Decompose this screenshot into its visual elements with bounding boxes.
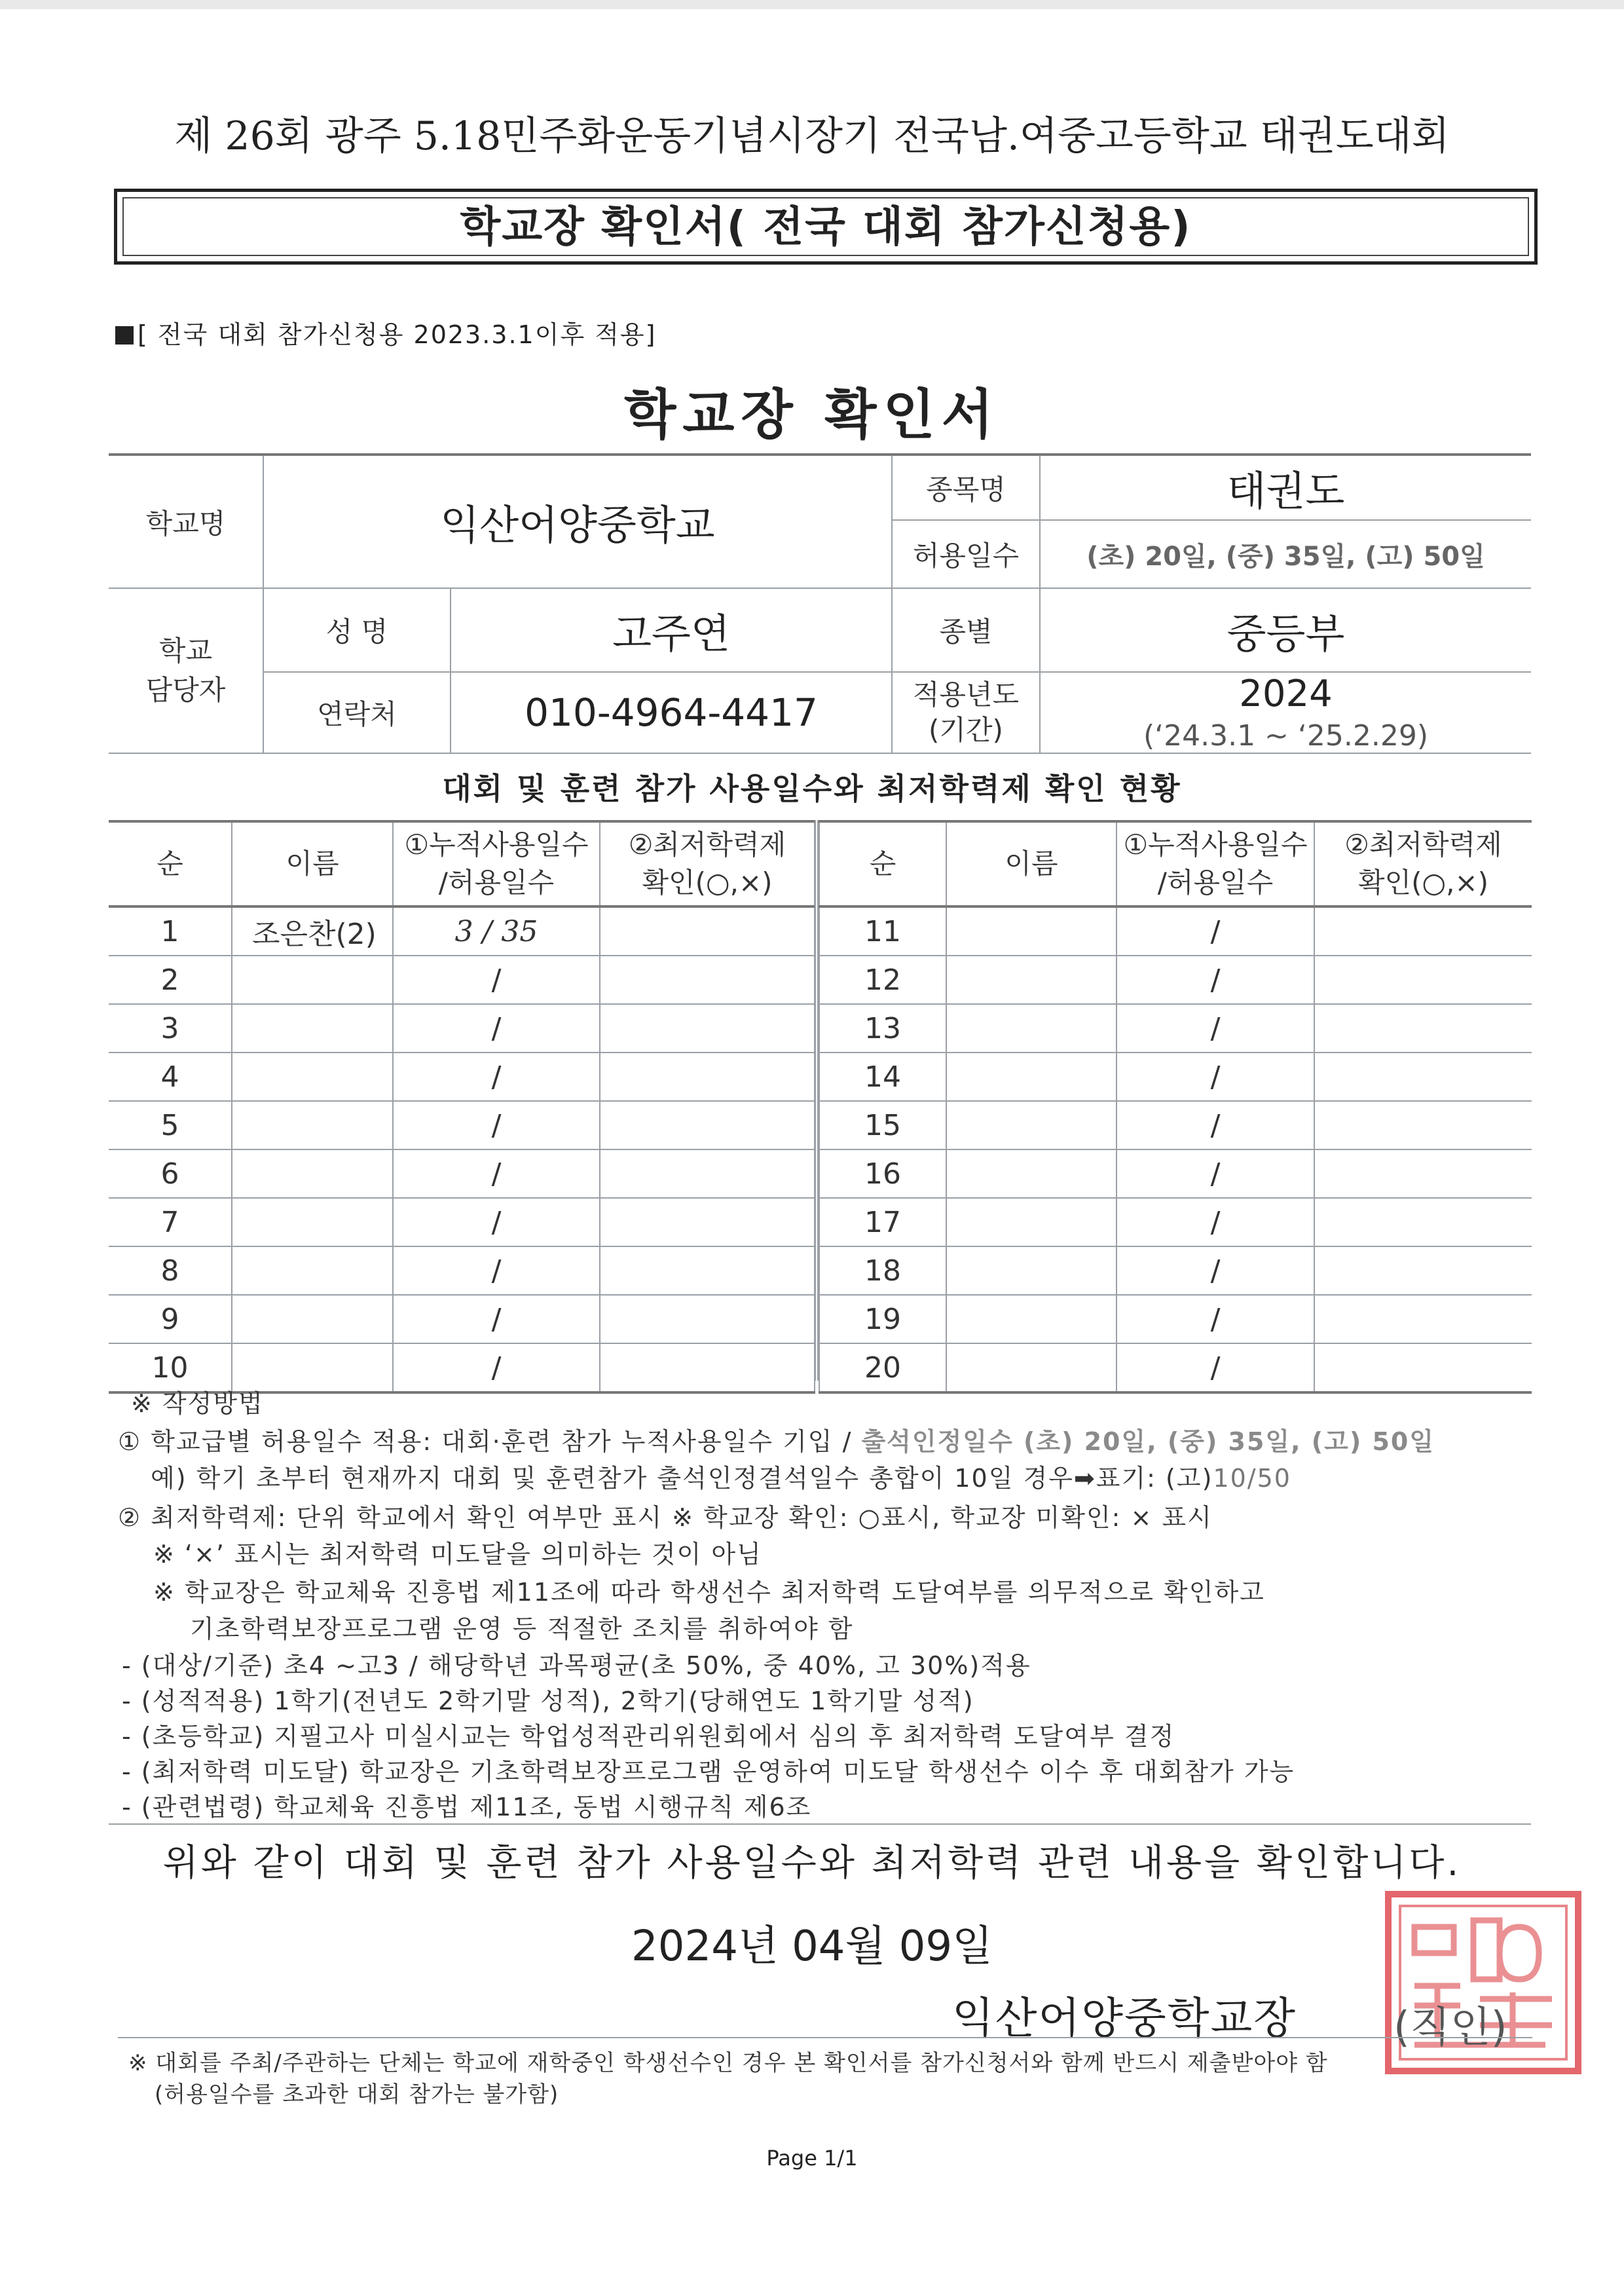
table-row: [819, 1198, 1532, 1246]
days-used: /: [1116, 1343, 1314, 1392]
min-academic-check: [600, 1004, 815, 1053]
footnote-2: (허용일수를 초과한 대회 참가는 불가함): [155, 2081, 559, 2108]
row-number: 20: [819, 1343, 946, 1392]
days-used: /: [1116, 1101, 1314, 1149]
athlete-name: [232, 956, 393, 1004]
table-row: [109, 1101, 815, 1149]
table-row: [109, 956, 815, 1004]
row-number: 7: [109, 1198, 232, 1246]
method-line-8: - (성적적용) 1학기(전년도 2학기말 성적), 2학기(당해연도 1학기말 성적): [122, 1687, 974, 1715]
min-academic-check: [1314, 956, 1532, 1004]
example-value: 10/50: [1213, 1464, 1291, 1493]
athlete-name: [232, 1246, 393, 1295]
usage-table-left: [109, 820, 815, 1394]
year-period: (‘24.3.1 ~ ‘25.2.29): [1143, 719, 1429, 753]
event-heading: 제 26회 광주 5.18민주화운동기념시장기 전국남.여중고등학교 태권도대회: [174, 113, 1450, 159]
row-number: 14: [819, 1053, 946, 1101]
header-name: 이름: [946, 821, 1116, 906]
days-used: /: [1116, 906, 1314, 956]
days-used: /: [1116, 1246, 1314, 1295]
row-number: 9: [109, 1295, 232, 1343]
days-used: /: [1116, 1149, 1314, 1198]
footnote-1: ※ 대회를 주최/주관하는 단체는 학교에 재학중인 학생선수인 경우 본 확인서를 참가신청서와 함께 반드시 제출받아야 함: [128, 2050, 1328, 2076]
confirmation-date: 2024년 04월 09일: [631, 1922, 993, 1971]
footer-rule: [118, 2037, 1532, 2038]
min-academic-check: [1314, 1343, 1532, 1392]
table-row: [109, 906, 815, 956]
division-value: 중등부: [1040, 588, 1531, 672]
school-label: 학교명: [109, 455, 263, 588]
method-line-7: - (대상/기준) 초4 ~고3 / 해당학년 과목평균(초 50%, 중 40%, 고 30%)적용: [122, 1651, 1031, 1680]
table-row: [819, 906, 1532, 956]
athlete-name: [232, 1295, 393, 1343]
table-row: [819, 956, 1532, 1004]
square-bullet-icon: [115, 326, 134, 345]
method-line-1-text: ① 학교급별 허용일수 적용: 대회·훈련 참가 누적사용일수 기입 /: [118, 1427, 862, 1456]
row-number: 18: [819, 1246, 946, 1295]
days-used: 3 / 35: [393, 906, 600, 956]
athlete-name: [946, 1149, 1116, 1198]
min-academic-check: [600, 1295, 815, 1343]
days-used: /: [1116, 956, 1314, 1004]
athlete-name: [946, 1004, 1116, 1053]
row-number: 19: [819, 1295, 946, 1343]
table-row: [109, 1053, 815, 1101]
applicability-notice: [115, 314, 656, 350]
row-number: 17: [819, 1198, 946, 1246]
school-name: 익산어양중학교: [263, 455, 892, 588]
sport-label: 종목명: [892, 455, 1040, 520]
header-days: ①누적사용일수 /허용일수: [1116, 821, 1314, 906]
days-used: /: [393, 1053, 600, 1101]
method-line-2: [151, 1458, 1291, 1494]
method-line-4: ※ ‘×’ 표시는 최저학력 미도달을 의미하는 것이 아님: [153, 1540, 762, 1569]
row-number: 2: [109, 956, 232, 1004]
min-academic-check: [1314, 1004, 1532, 1053]
header-check: ②최저학력제 확인(○,×): [600, 821, 815, 906]
days-used: /: [393, 1246, 600, 1295]
section-rule: [109, 1823, 1531, 1825]
usage-table-right: [819, 820, 1532, 1394]
header-days: ①누적사용일수 /허용일수: [393, 821, 600, 906]
method-line-11: - (관련법령) 학교체육 진흥법 제11조, 동법 시행규칙 제6조: [122, 1793, 812, 1821]
days-used: /: [1116, 1198, 1314, 1246]
sport-value: 태권도: [1040, 455, 1531, 520]
table-row: [819, 1295, 1532, 1343]
year-value: 2024: [1239, 673, 1333, 715]
days-used: /: [393, 1295, 600, 1343]
allowed-days-value: (초) 20일, (중) 35일, (고) 50일: [1040, 520, 1531, 588]
row-number: 8: [109, 1246, 232, 1295]
notice-text: [ 전국 대회 참가신청용 2023.3.1이후 적용]: [138, 320, 657, 349]
days-used: /: [393, 1198, 600, 1246]
min-academic-check: [600, 1343, 815, 1392]
table-row: [819, 1004, 1532, 1053]
athlete-name: [946, 1053, 1116, 1101]
manager-name: 고주연: [451, 588, 892, 672]
method-heading: ※ 작성방법: [131, 1389, 264, 1418]
principal-title: 익산어양중학교장: [952, 1993, 1297, 2043]
document-title: 학교장 확인서: [624, 384, 1000, 446]
info-table: [109, 453, 1531, 754]
row-number: 16: [819, 1149, 946, 1198]
boxed-title: 학교장 확인서( 전국 대회 참가신청용): [122, 197, 1529, 256]
name-label: 성 명: [263, 588, 451, 672]
days-used: /: [1116, 1295, 1314, 1343]
min-academic-check: [600, 1198, 815, 1246]
athlete-name: [946, 1198, 1116, 1246]
manager-label: 학교 담당자: [109, 588, 263, 753]
method-line-1: [118, 1421, 1435, 1457]
days-used: /: [393, 1343, 600, 1392]
page-number: Page 1/1: [766, 2146, 858, 2171]
method-line-6: 기초학력보장프로그램 운영 등 적절한 조치를 취하여야 함: [190, 1614, 854, 1643]
min-academic-check: [1314, 1246, 1532, 1295]
min-academic-check: [600, 956, 815, 1004]
days-used: /: [393, 1149, 600, 1198]
summary-title: 대회 및 훈련 참가 사용일수와 최저학력제 확인 현황: [442, 771, 1182, 806]
table-row: [109, 1295, 815, 1343]
contact-label: 연락처: [263, 672, 451, 753]
days-used: /: [393, 1004, 600, 1053]
athlete-name: [232, 1053, 393, 1101]
scan-edge: [0, 0, 1624, 9]
athlete-name: [232, 1101, 393, 1149]
row-number: 15: [819, 1101, 946, 1149]
min-academic-check: [1314, 1295, 1532, 1343]
allowed-days-label: 허용일수: [892, 520, 1040, 588]
athlete-name: [232, 1004, 393, 1053]
row-number: 12: [819, 956, 946, 1004]
year-label: 적용년도 (기간): [892, 672, 1040, 753]
method-line-2-text: 예) 학기 초부터 현재까지 대회 및 훈련참가 출석인정결석일수 총합이 10일 경우➡표기: (고): [151, 1464, 1213, 1493]
table-row: [819, 1101, 1532, 1149]
table-row: [819, 1149, 1532, 1198]
days-used: /: [1116, 1004, 1314, 1053]
row-number: 4: [109, 1053, 232, 1101]
min-academic-check: [1314, 906, 1532, 956]
table-row: [109, 1198, 815, 1246]
contact-value: 010-4964-4417: [451, 672, 892, 753]
table-row: [819, 1343, 1532, 1392]
min-academic-check: [600, 1053, 815, 1101]
athlete-name: [232, 1149, 393, 1198]
year-cell: [1040, 672, 1531, 753]
table-row: [109, 1246, 815, 1295]
header-check: ②최저학력제 확인(○,×): [1314, 821, 1532, 906]
min-academic-check: [600, 1246, 815, 1295]
min-academic-check: [1314, 1053, 1532, 1101]
seal-label: (직인): [1393, 2004, 1507, 2052]
header-no: 순: [109, 821, 232, 906]
confirmation-statement: 위와 같이 대회 및 훈련 참가 사용일수와 최저학력 관련 내용을 확인합니다.: [162, 1842, 1462, 1884]
row-number: 13: [819, 1004, 946, 1053]
athlete-name: [946, 906, 1116, 956]
table-row: [109, 1004, 815, 1053]
method-line-9: - (초등학교) 지필고사 미실시교는 학업성적관리위원회에서 심의 후 최저학력 도달여부 결정: [122, 1722, 1175, 1751]
row-number: 10: [109, 1343, 232, 1392]
table-row: [109, 1149, 815, 1198]
table-row: [819, 1053, 1532, 1101]
min-academic-check: [1314, 1101, 1532, 1149]
row-number: 5: [109, 1101, 232, 1149]
athlete-name: [232, 1198, 393, 1246]
athlete-name: [946, 1246, 1116, 1295]
row-number: 3: [109, 1004, 232, 1053]
athlete-name: 조은찬(2): [232, 906, 393, 956]
min-academic-check: [600, 1149, 815, 1198]
method-line-10: - (최저학력 미도달) 학교장은 기초학력보장프로그램 운영하여 미도달 학생선수 이수 후 대회참가 가능: [122, 1757, 1295, 1786]
attendance-days-highlight: 출석인정일수 (초) 20일, (중) 35일, (고) 50일: [861, 1427, 1435, 1456]
min-academic-check: [600, 1101, 815, 1149]
athlete-name: [946, 1101, 1116, 1149]
days-used: /: [1116, 1053, 1314, 1101]
method-line-3: ② 최저학력제: 단위 학교에서 확인 여부만 표시 ※ 학교장 확인: ○표시, 학교장 미확인: × 표시: [118, 1503, 1213, 1532]
min-academic-check: [600, 906, 815, 956]
athlete-name: [946, 1343, 1116, 1392]
athlete-name: [946, 956, 1116, 1004]
table-row: [819, 1246, 1532, 1295]
row-number: 11: [819, 906, 946, 956]
header-name: 이름: [232, 821, 393, 906]
days-used: /: [393, 1101, 600, 1149]
days-used: /: [393, 956, 600, 1004]
athlete-name: [946, 1295, 1116, 1343]
min-academic-check: [1314, 1149, 1532, 1198]
division-label: 종별: [892, 588, 1040, 672]
boxed-title-frame: [114, 189, 1538, 265]
row-number: 6: [109, 1149, 232, 1198]
header-no: 순: [819, 821, 946, 906]
row-number: 1: [109, 906, 232, 956]
method-line-5: ※ 학교장은 학교체육 진흥법 제11조에 따라 학생선수 최저학력 도달여부를 의무적으로 확인하고: [153, 1578, 1265, 1607]
min-academic-check: [1314, 1198, 1532, 1246]
